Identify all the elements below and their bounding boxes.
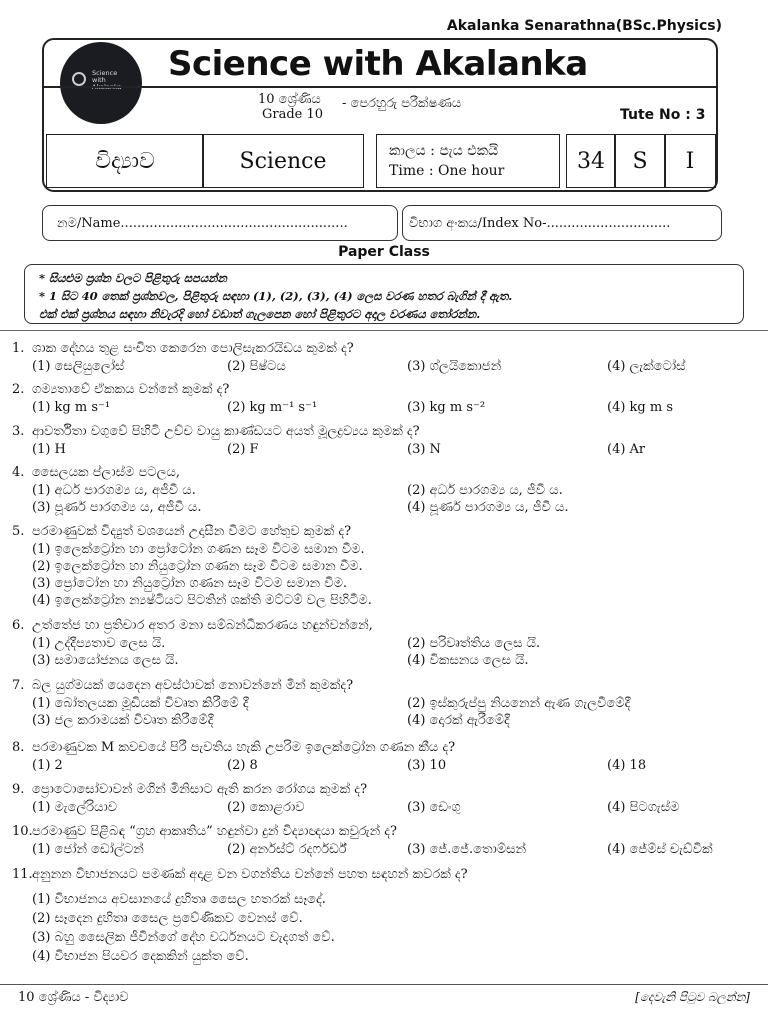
author-name: Akalanka Senarathna(BSc.Physics) (446, 18, 722, 34)
subject-english: Science (202, 134, 364, 188)
question-text: සෛලයක ප්ලාස්ම පටලය, (32, 465, 181, 480)
answer-option-3[interactable]: (3) ප්‍රෝටෝන හා නියුට්‍රෝන ගණන සෑම විටම සමාන වීම. (32, 576, 348, 591)
answer-option-1[interactable]: (1) kg m s⁻¹ (32, 400, 111, 415)
answer-option-3[interactable]: (3) ඩෙංගු (407, 800, 461, 815)
answer-option-1[interactable]: (1) බෝතලයක මූඩියක් විවෘත කිරීමේ දී (32, 696, 249, 711)
answer-option-4[interactable]: (4) විකසනය ලෙස යි. (407, 653, 529, 668)
page-title: Science with Akalanka (168, 44, 588, 84)
question-number: 7. (12, 678, 25, 693)
answer-option-4[interactable]: (4) පූර්ණ පාරගම්‍ය ය, ජීවී ය. (407, 500, 569, 515)
question-number: 8. (12, 740, 25, 755)
answer-option-1[interactable]: (1) විභාජනය අවසානයේ දුහිතෘ සෛල හතරක් සෑදේ. (32, 892, 326, 907)
question-number: 3. (12, 424, 25, 439)
answer-option-2[interactable]: (2) 8 (227, 758, 258, 773)
answer-option-1[interactable]: (1) සෙලියුලෝස් (32, 359, 125, 374)
time-box (376, 134, 560, 188)
question-number: 6. (12, 618, 25, 633)
answer-option-4[interactable]: (4) Ar (607, 442, 646, 457)
question-number: 9. (12, 782, 25, 797)
paper-code-s: S (614, 134, 666, 188)
question-number: 11. (12, 867, 33, 882)
answer-option-2[interactable]: (2) පරිවෘත්තිය ලෙස යි. (407, 636, 541, 651)
logo-text: Science with Akalanka (92, 69, 122, 91)
paper-class-heading: Paper Class (338, 244, 430, 260)
answer-option-4[interactable]: (4) විභාජන පියවර දෙකකින් යුක්ත වේ. (32, 949, 249, 964)
answer-option-2[interactable]: (2) පිෂ්ටය (227, 359, 286, 374)
question-number: 2. (12, 382, 25, 397)
subject-box-row (46, 134, 716, 188)
question-text: උත්තේජ හා ප්‍රතිචාර අතර මනා සම්බන්ධීකරණය හඳුන්වන්නේ, (32, 618, 373, 633)
answer-option-3[interactable]: (3) ජේ.ජේ.තොම්සන් (407, 842, 527, 857)
grade-english: Grade 10 (262, 107, 324, 122)
answer-option-2[interactable]: (2) kg m⁻¹ s⁻¹ (227, 400, 318, 415)
footer-subject: 10 ශ්‍රේණිය - විද්‍යාව (18, 990, 129, 1005)
answer-option-4[interactable]: (4) ජේම්ස් චැඩ්වික් (607, 842, 713, 857)
question-number: 1. (12, 341, 25, 356)
answer-option-3[interactable]: (3) ග්ලයිකොජන් (407, 359, 502, 374)
instruction-line: * 1 සිට 40 තෙක් ප්‍රශ්නවල, පිළිතුරු සඳහා (1), (2), (3), (4) ලෙස වරණ හතර බැගින් දී ඇත. (39, 289, 513, 303)
time-english: Time : One hour (389, 163, 505, 179)
question-text: ශාක දේහය තුළ සංචිත කෙරෙන පොලිසැකරයිඩය කුමක් ද? (32, 341, 354, 356)
header-divider (44, 86, 718, 88)
footer-turn-page: [දෙවැනි පිටුව බලන්න] (635, 990, 750, 1004)
answer-option-4[interactable]: (4) ලැක්ටෝස් (607, 359, 686, 374)
answer-option-1[interactable]: (1) ඉලෙක්ට්‍රෝන හා ප්‍රෝටෝන ගණන සෑම විටම සමාන වීම. (32, 542, 365, 557)
question-text: ප්‍රොටොසෝවාවන් මගින් මිනිසාට ඇති කරන රෝගය කුමක් ද? (32, 782, 368, 797)
instruction-line: * සියළුම ප්‍රශ්න වලට පිළිතුරු සපයන්න (39, 271, 227, 285)
answer-option-1[interactable]: (1) H (32, 442, 66, 457)
answer-option-1[interactable]: (1) ජෝන් ඩෝල්ටන් (32, 842, 144, 857)
question-text: බල යුග්මයක් යෙදෙන අවස්ථාවක් නොවන්නේ මින් කුමක්ද? (32, 678, 354, 693)
answer-option-2[interactable]: (2) සෑදෙන දුහිතෘ සෛල ප්‍රවේණිකව වෙනස් වේ. (32, 911, 303, 926)
answer-option-4[interactable]: (4) පිටගැස්ම (607, 800, 680, 815)
paper-code: 34 (566, 134, 616, 188)
answer-option-2[interactable]: (2) F (227, 442, 259, 457)
time-sinhala: කාලය : පැය එකයි (389, 143, 499, 159)
answer-option-3[interactable]: (3) 10 (407, 758, 447, 773)
question-number: 4. (12, 465, 25, 480)
name-field[interactable]: නම/Name....................................................... (42, 205, 398, 241)
answer-option-1[interactable]: (1) අර්ධ පාරගම්‍ය ය, අජීවී ය. (32, 483, 196, 498)
subject-sinhala: විද්‍යාව (46, 134, 204, 188)
question-text: ආවර්තිතා වගුවේ පිහිටි උච්ච වායු කාණ්ඩයට අයත් මූලද්‍රව්‍යය කුමක් ද? (32, 424, 420, 439)
footer-divider (0, 984, 768, 985)
answer-option-1[interactable]: (1) 2 (32, 758, 63, 773)
answer-option-4[interactable]: (4) 18 (607, 758, 647, 773)
question-text: අනුනන විභාජනයට පමණක් අදාළ වන වගන්තිය වන්නේ පහත සඳහන් කවරක් ද? (32, 867, 468, 882)
answer-option-1[interactable]: (1) මැලේරියාව (32, 800, 118, 815)
answer-option-3[interactable]: (3) kg m s⁻² (407, 400, 486, 415)
paper-code-i: I (664, 134, 716, 188)
question-text: ගම්‍යතාවේ ඒකකය වන්නේ කුමක් ද? (32, 382, 230, 397)
question-text: පරමාණුවක් විද්‍යුත් වශයෙන් උදාසීන වීමට හේතුව කුමක් ද? (32, 524, 352, 539)
answer-option-3[interactable]: (3) ජල කරාමයක් විවෘත කිරීමේදී (32, 713, 214, 728)
question-number: 5. (12, 524, 25, 539)
answer-option-1[interactable]: (1) උද්දීප්‍යතාව ලෙස යි. (32, 636, 166, 651)
tute-number: Tute No : 3 (620, 107, 706, 123)
answer-option-2[interactable]: (2) ඉස්කුරුප්පු නියනෙන් ඇණ ගැලවීමේදී (407, 696, 631, 711)
answer-option-2[interactable]: (2) ඉලෙක්ට්‍රෝන හා නියුට්‍රෝන ගණන සෑම විටම සමාන වීම. (32, 559, 363, 574)
question-text: පරමාණුවක M කවචයේ පිරී පැවතිය හැකි උපරිම ඉලෙක්ට්‍රෝන ගණන කීය ද? (32, 740, 456, 755)
answer-option-3[interactable]: (3) බහු සෛලික ජීවීන්ගේ දේහ වර්ධනයට වැදගත් වේ. (32, 930, 335, 945)
answer-option-3[interactable]: (3) සමායෝජනය ලෙස යි. (32, 653, 179, 668)
answer-option-2[interactable]: (2) අර්නස්ට් රදර්ෆර්ඩ් (227, 842, 347, 857)
answer-option-4[interactable]: (4) kg m s (607, 400, 674, 415)
exam-type: - පෙරහුරු පරීක්ෂණය (342, 96, 462, 111)
answer-option-4[interactable]: (4) දොරක් ඇරීමේදී (407, 713, 510, 728)
instruction-line: එක් එක් ප්‍රශ්නය සඳහා නිවැරදි හෝ වඩාත් ගැලපෙන හෝ පිළිතුරට අදාල වරණය තෝරන්න. (39, 307, 481, 321)
question-text: පරමාණුව පිළිබඳ “ග්‍රහ ආකෘතිය” හඳුන්වා දුන් විද්‍යාඥයා කවුරුන් ද? (32, 824, 397, 839)
index-number-field[interactable]: විභාග අංකය/Index No-.............................. (402, 205, 722, 241)
answer-option-3[interactable]: (3) පූර්ණ පාරගම්‍ය ය, අජීවී ය. (32, 500, 202, 515)
instructions-box (24, 264, 744, 324)
atom-icon (72, 72, 86, 86)
answer-option-2[interactable]: (2) අර්ධ පාරගම්‍ය ය, ජීවී ය. (407, 483, 563, 498)
answer-option-2[interactable]: (2) කොළරාව (227, 800, 305, 815)
section-divider (0, 330, 768, 331)
grade-sinhala: 10 ශ්‍රේණිය (258, 92, 321, 107)
question-number: 10. (12, 824, 33, 839)
answer-option-3[interactable]: (3) N (407, 442, 441, 457)
answer-option-4[interactable]: (4) ඉලෙක්ට්‍රෝන න්‍යෂ්ටියට පිටතින් ශක්ති මට්ටම් වල පිහිටීම. (32, 593, 372, 608)
